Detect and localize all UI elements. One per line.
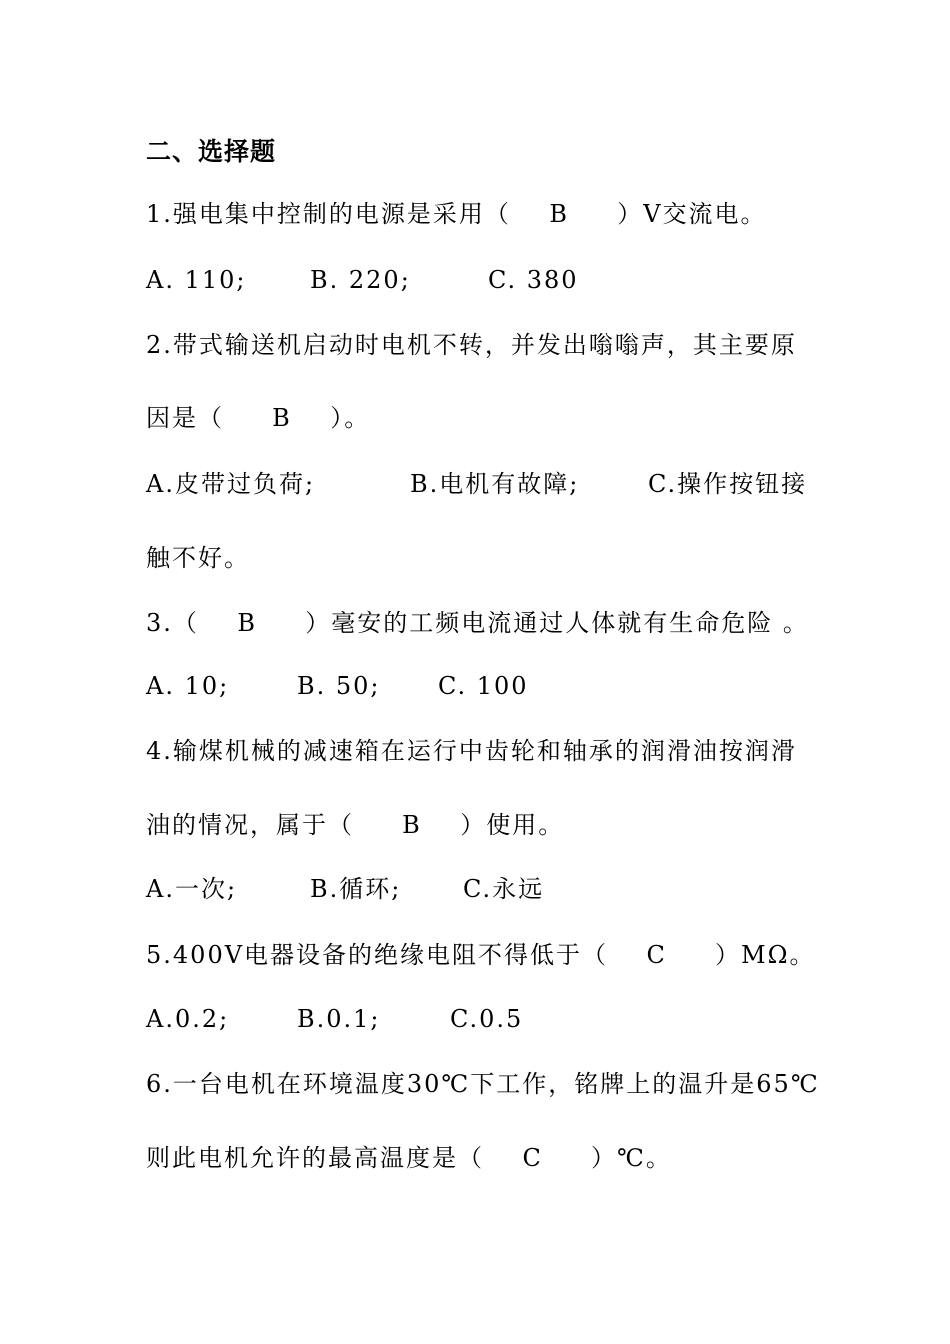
question-2-option-c-continuation: 触不好。	[146, 544, 250, 572]
question-4-options	[146, 874, 544, 904]
question-4-option-a: A.一次;	[146, 875, 238, 903]
question-4-stem-line-2: 油的情况，属于（ B ）使用。	[146, 811, 565, 839]
question-2-stem-line-2: 因是（ B ）。	[146, 404, 371, 432]
question-4-stem-line-1: 4.输煤机械的减速箱在运行中齿轮和轴承的润滑油按润滑	[146, 737, 797, 765]
question-2-option-b: B.电机有故障;	[410, 470, 580, 498]
question-5-option-b: B.0.1;	[297, 1005, 381, 1033]
question-4-option-b: B.循环;	[310, 875, 402, 903]
question-1-option-b: B. 220;	[310, 266, 411, 294]
question-3-stem: 3.（ B ）毫安的工频电流通过人体就有生命危险 。	[146, 609, 809, 637]
question-2-stem-line-1: 2.带式输送机启动时电机不转，并发出嗡嗡声，其主要原	[146, 331, 797, 359]
question-4-option-c: C.永远	[463, 875, 545, 903]
question-2-options	[146, 469, 807, 499]
question-6-stem-line-1: 6.一台电机在环境温度30℃下工作，铭牌上的温升是65℃	[146, 1070, 820, 1098]
section-title: 二、选择题	[146, 137, 277, 166]
question-5-option-c: C.0.5	[450, 1005, 524, 1033]
question-5-stem: 5.400V电器设备的绝缘电阻不得低于（ C ）MΩ。	[146, 941, 816, 969]
question-3-option-c: C. 100	[438, 672, 529, 700]
question-3-option-b: B. 50;	[297, 672, 381, 700]
question-2-option-c: C.操作按钮接	[648, 470, 808, 498]
question-3-options	[146, 671, 529, 701]
question-3-option-a: A. 10;	[146, 672, 230, 700]
question-1-option-c: C. 380	[488, 266, 579, 294]
question-1-options	[146, 265, 579, 295]
question-6-stem-line-2: 则此电机允许的最高温度是（ C ）℃。	[146, 1144, 672, 1172]
question-5-options	[146, 1004, 523, 1034]
question-5-option-a: A.0.2;	[146, 1005, 230, 1033]
question-1-option-a: A. 110;	[146, 266, 247, 294]
question-1-stem: 1.强电集中控制的电源是采用（ B ）V交流电。	[146, 200, 767, 228]
question-2-option-a: A.皮带过负荷;	[146, 470, 316, 498]
